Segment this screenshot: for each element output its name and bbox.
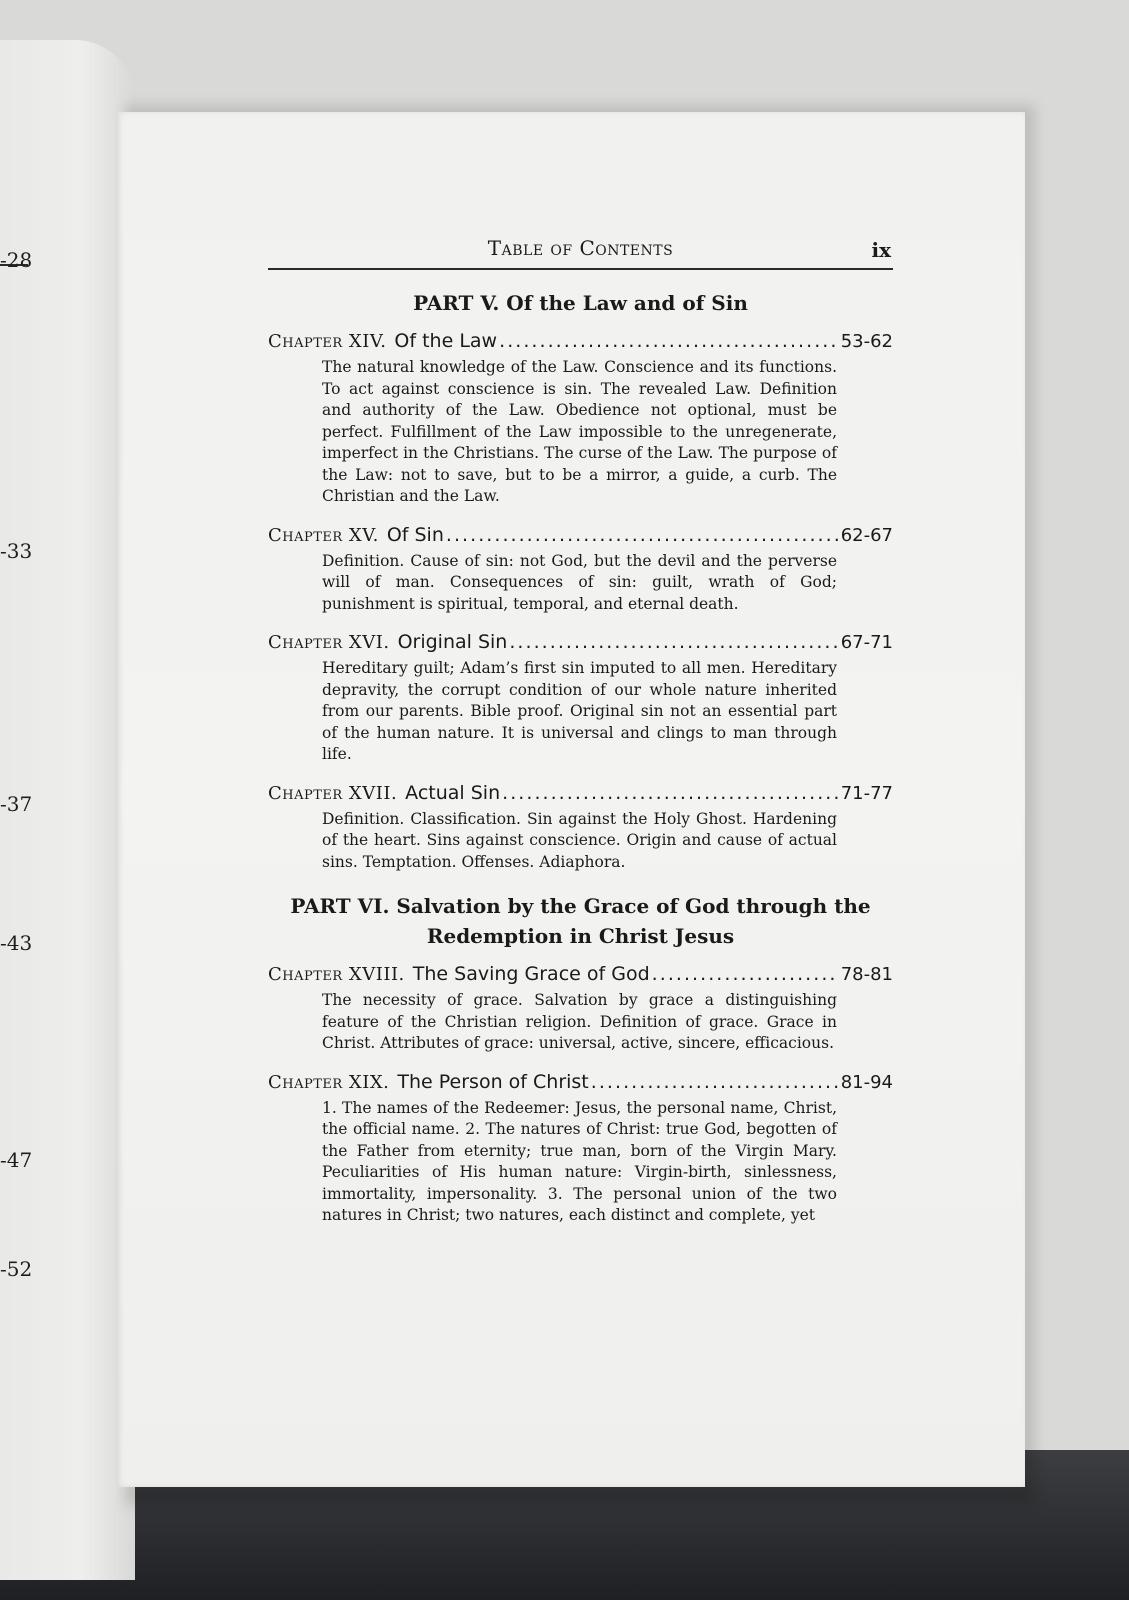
chapter-pages: 81-94 [840, 1071, 893, 1093]
chapter-line [268, 328, 893, 355]
chapter-entry [268, 522, 893, 616]
chapter-entry [268, 1069, 893, 1227]
chapter-summary: The natural knowledge of the Law. Conscience and its functions. To act against conscience is sin. The revealed Law. Definition and authority of the Law. Obedience not optional, must be perfect. Fulfillment of the Law impossible to the unregenerate, imperfect in the Christians. The curse of the Law. The purpose of the Law: not to save, but to be a mirror, a guide, a curb. The Christian and the Law. [322, 358, 837, 505]
left-page [0, 40, 135, 1580]
running-head [268, 232, 893, 270]
left-page-number: -33 [0, 539, 33, 563]
table-of-contents [268, 232, 893, 1241]
dot-leader [509, 629, 838, 655]
page-number: ix [871, 238, 891, 262]
chapter-pages: 53-62 [840, 331, 893, 352]
left-page-number: -28 [0, 248, 33, 272]
left-page-number: -37 [0, 792, 33, 816]
chapter-summary: 1. The names of the Redeemer: Jesus, the personal name, Christ, the official name. 2. The natures of Christ: true God, begotten of the Father from eternity; true man, born of the Virgin Mary. Peculiarities of His human nature: Virgin-birth, sinlessness, immortality, impersonality. 3. The personal union of the two natures in Christ; two natures, each distinct and complete, yet [322, 1098, 837, 1224]
chapter-entry [268, 328, 893, 508]
right-page [118, 112, 1025, 1487]
dot-leader [499, 328, 839, 354]
chapter-line [268, 1069, 893, 1096]
left-page-number: -52 [0, 1257, 33, 1281]
chapter-entry [268, 780, 893, 874]
chapter-label: Chapter XVIII. [268, 964, 405, 985]
chapter-title: The Person of Christ [397, 1070, 589, 1093]
chapter-title: Of Sin [386, 523, 444, 546]
chapter-line [268, 522, 893, 549]
chapter-label: Chapter XVII. [268, 782, 398, 804]
chapter-summary: Hereditary guilt; Adam’s first sin imputed to all men. Hereditary depravity, the corrupt condition of our whole nature inherited from our parents. Bible proof. Original sin not an essential part of the human nature. It is universal and clings to man through life. [322, 659, 837, 763]
chapter-summary: The necessity of grace. Salvation by grace a distinguishing feature of the Christian religion. Definition of grace. Grace in Christ. Attributes of grace: universal, active, sincere, efficacious. [322, 991, 837, 1052]
chapter-title: Of the Law [394, 330, 498, 352]
chapter-line [268, 780, 893, 807]
chapter-pages: 67-71 [840, 632, 893, 653]
chapter-pages: 71-77 [840, 782, 893, 804]
chapter-line [268, 961, 893, 988]
chapter-title: Original Sin [397, 631, 508, 653]
dot-leader [446, 522, 839, 548]
chapter-summary: Definition. Classification. Sin against the Holy Ghost. Hardening of the heart. Sins against conscience. Origin and cause of actual sins. Temptation. Offenses. Adiaphora. [322, 809, 837, 871]
part-title: PART VI. Salvation by the Grace of God through the Redemption in Christ Jesus [290, 894, 871, 948]
part-title: PART V. Of the Law and of Sin [413, 291, 748, 315]
chapter-label: Chapter XIX. [268, 1071, 390, 1093]
chapter-line [268, 629, 893, 656]
dot-leader [502, 780, 839, 806]
chapter-pages: 78-81 [840, 964, 893, 985]
dot-leader [652, 961, 839, 987]
left-page-number: -43 [0, 931, 33, 955]
chapter-entry [268, 629, 893, 766]
chapter-title: Actual Sin [405, 781, 501, 804]
chapter-label: Chapter XVI. [268, 632, 390, 653]
chapter-entry [268, 961, 893, 1055]
running-title: Table of Contents [487, 236, 674, 260]
chapter-pages: 62-67 [840, 524, 893, 546]
left-page-number: -47 [0, 1148, 33, 1172]
chapter-label: Chapter XV. [268, 524, 379, 546]
dot-leader [591, 1069, 839, 1095]
chapter-label: Chapter XIV. [268, 331, 387, 352]
chapter-summary: Definition. Cause of sin: not God, but the devil and the perverse will of man. Consequences of sin: guilt, wrath of God; punishment is spiritual, temporal, and eternal death. [322, 551, 837, 613]
chapter-title: The Saving Grace of God [412, 963, 650, 985]
